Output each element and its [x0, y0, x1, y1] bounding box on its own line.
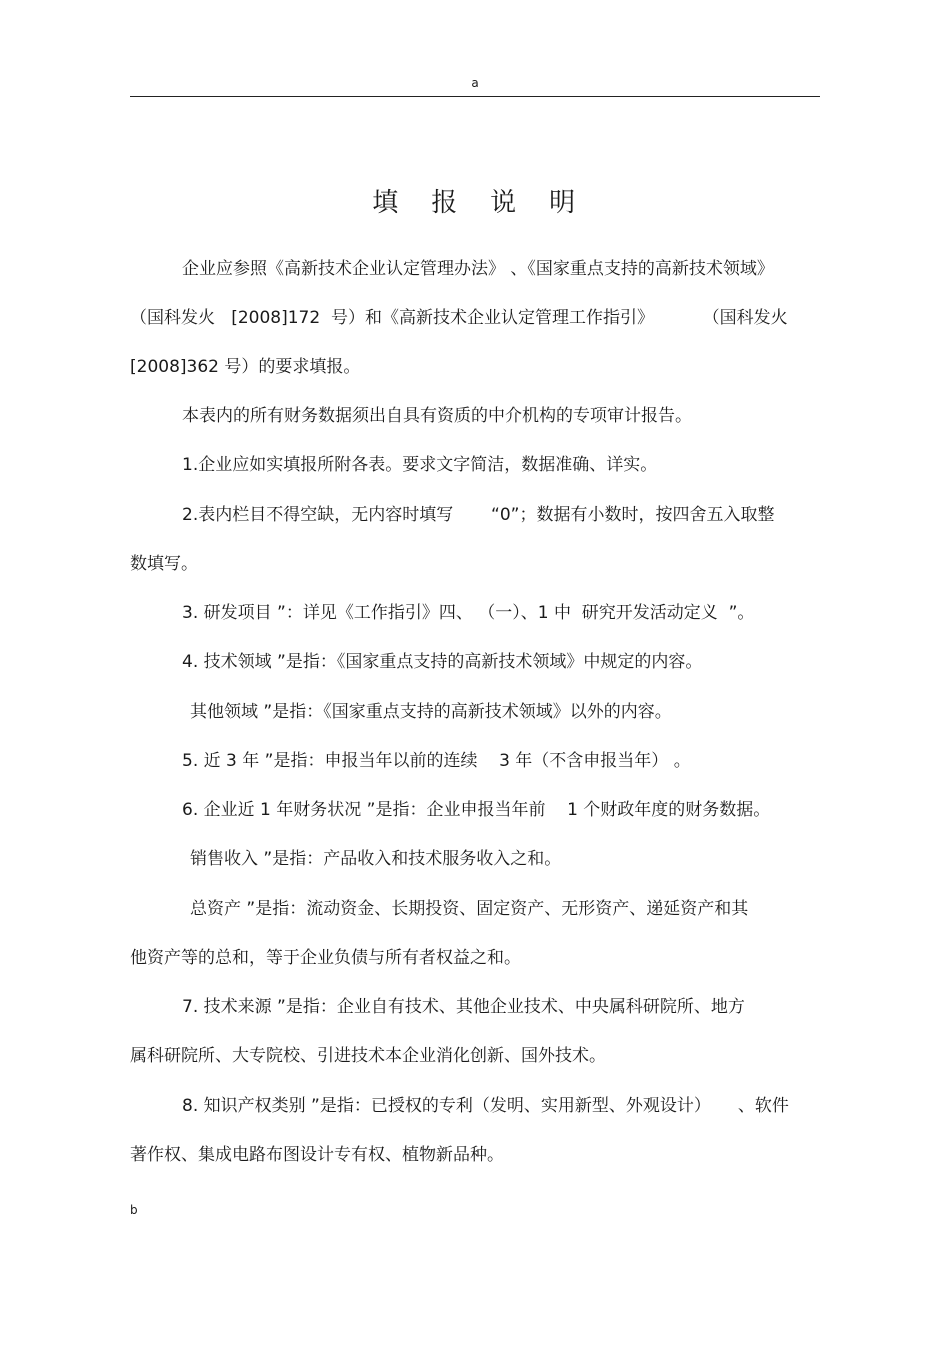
paragraph-line: 1.企业应如实填报所附各表。要求文字简洁，数据准确、详实。 — [182, 455, 658, 475]
paragraph-line: 2.表内栏目不得空缺，无内容时填写 “0”；数据有小数时，按四舍五入取整 — [182, 505, 775, 525]
paragraph-line: 其他领域 ”是指：《国家重点支持的高新技术领域》以外的内容。 — [190, 702, 672, 722]
paragraph-line: 总资产 ”是指：流动资金、长期投资、固定资产、无形资产、递延资产和其 — [190, 899, 749, 919]
paragraph-line: 属科研院所、大专院校、引进技术本企业消化创新、国外技术。 — [130, 1046, 606, 1066]
document-title: 填 报 说 明 — [372, 188, 578, 218]
paragraph-line: [2008]362 号）的要求填报。 — [130, 357, 361, 377]
paragraph-line: 销售收入 ”是指：产品收入和技术服务收入之和。 — [190, 849, 562, 869]
paragraph-line: 本表内的所有财务数据须出自具有资质的中介机构的专项审计报告。 — [182, 406, 692, 426]
paragraph-line: 数填写。 — [130, 554, 198, 574]
paragraph-line: （国科发火 [2008]172 号）和《高新技术企业认定管理工作指引》 （国科发火 — [130, 308, 788, 328]
page-footer-mark: b — [130, 1203, 138, 1217]
header-divider — [130, 96, 820, 97]
paragraph-line: 3. 研发项目 ”：详见《工作指引》四、 （一）、1 中 研究开发活动定义 ”。 — [182, 603, 755, 623]
paragraph-line: 企业应参照《高新技术企业认定管理办法》 、《国家重点支持的高新技术领域》 — [182, 259, 774, 279]
paragraph-line: 4. 技术领域 ”是指：《国家重点支持的高新技术领域》中规定的内容。 — [182, 652, 703, 672]
paragraph-line: 他资产等的总和，等于企业负债与所有者权益之和。 — [130, 948, 521, 968]
page-header-mark: a — [471, 76, 479, 90]
paragraph-line: 著作权、集成电路布图设计专有权、植物新品种。 — [130, 1145, 504, 1165]
paragraph-line: 7. 技术来源 ”是指：企业自有技术、其他企业技术、中央属科研院所、地方 — [182, 997, 745, 1017]
paragraph-line: 8. 知识产权类别 ”是指：已授权的专利（发明、实用新型、外观设计） 、软件 — [182, 1096, 789, 1116]
paragraph-line: 6. 企业近 1 年财务状况 ”是指：企业申报当年前 1 个财政年度的财务数据。 — [182, 800, 771, 820]
paragraph-line: 5. 近 3 年 ”是指：申报当年以前的连续 3 年（不含申报当年） 。 — [182, 751, 691, 771]
